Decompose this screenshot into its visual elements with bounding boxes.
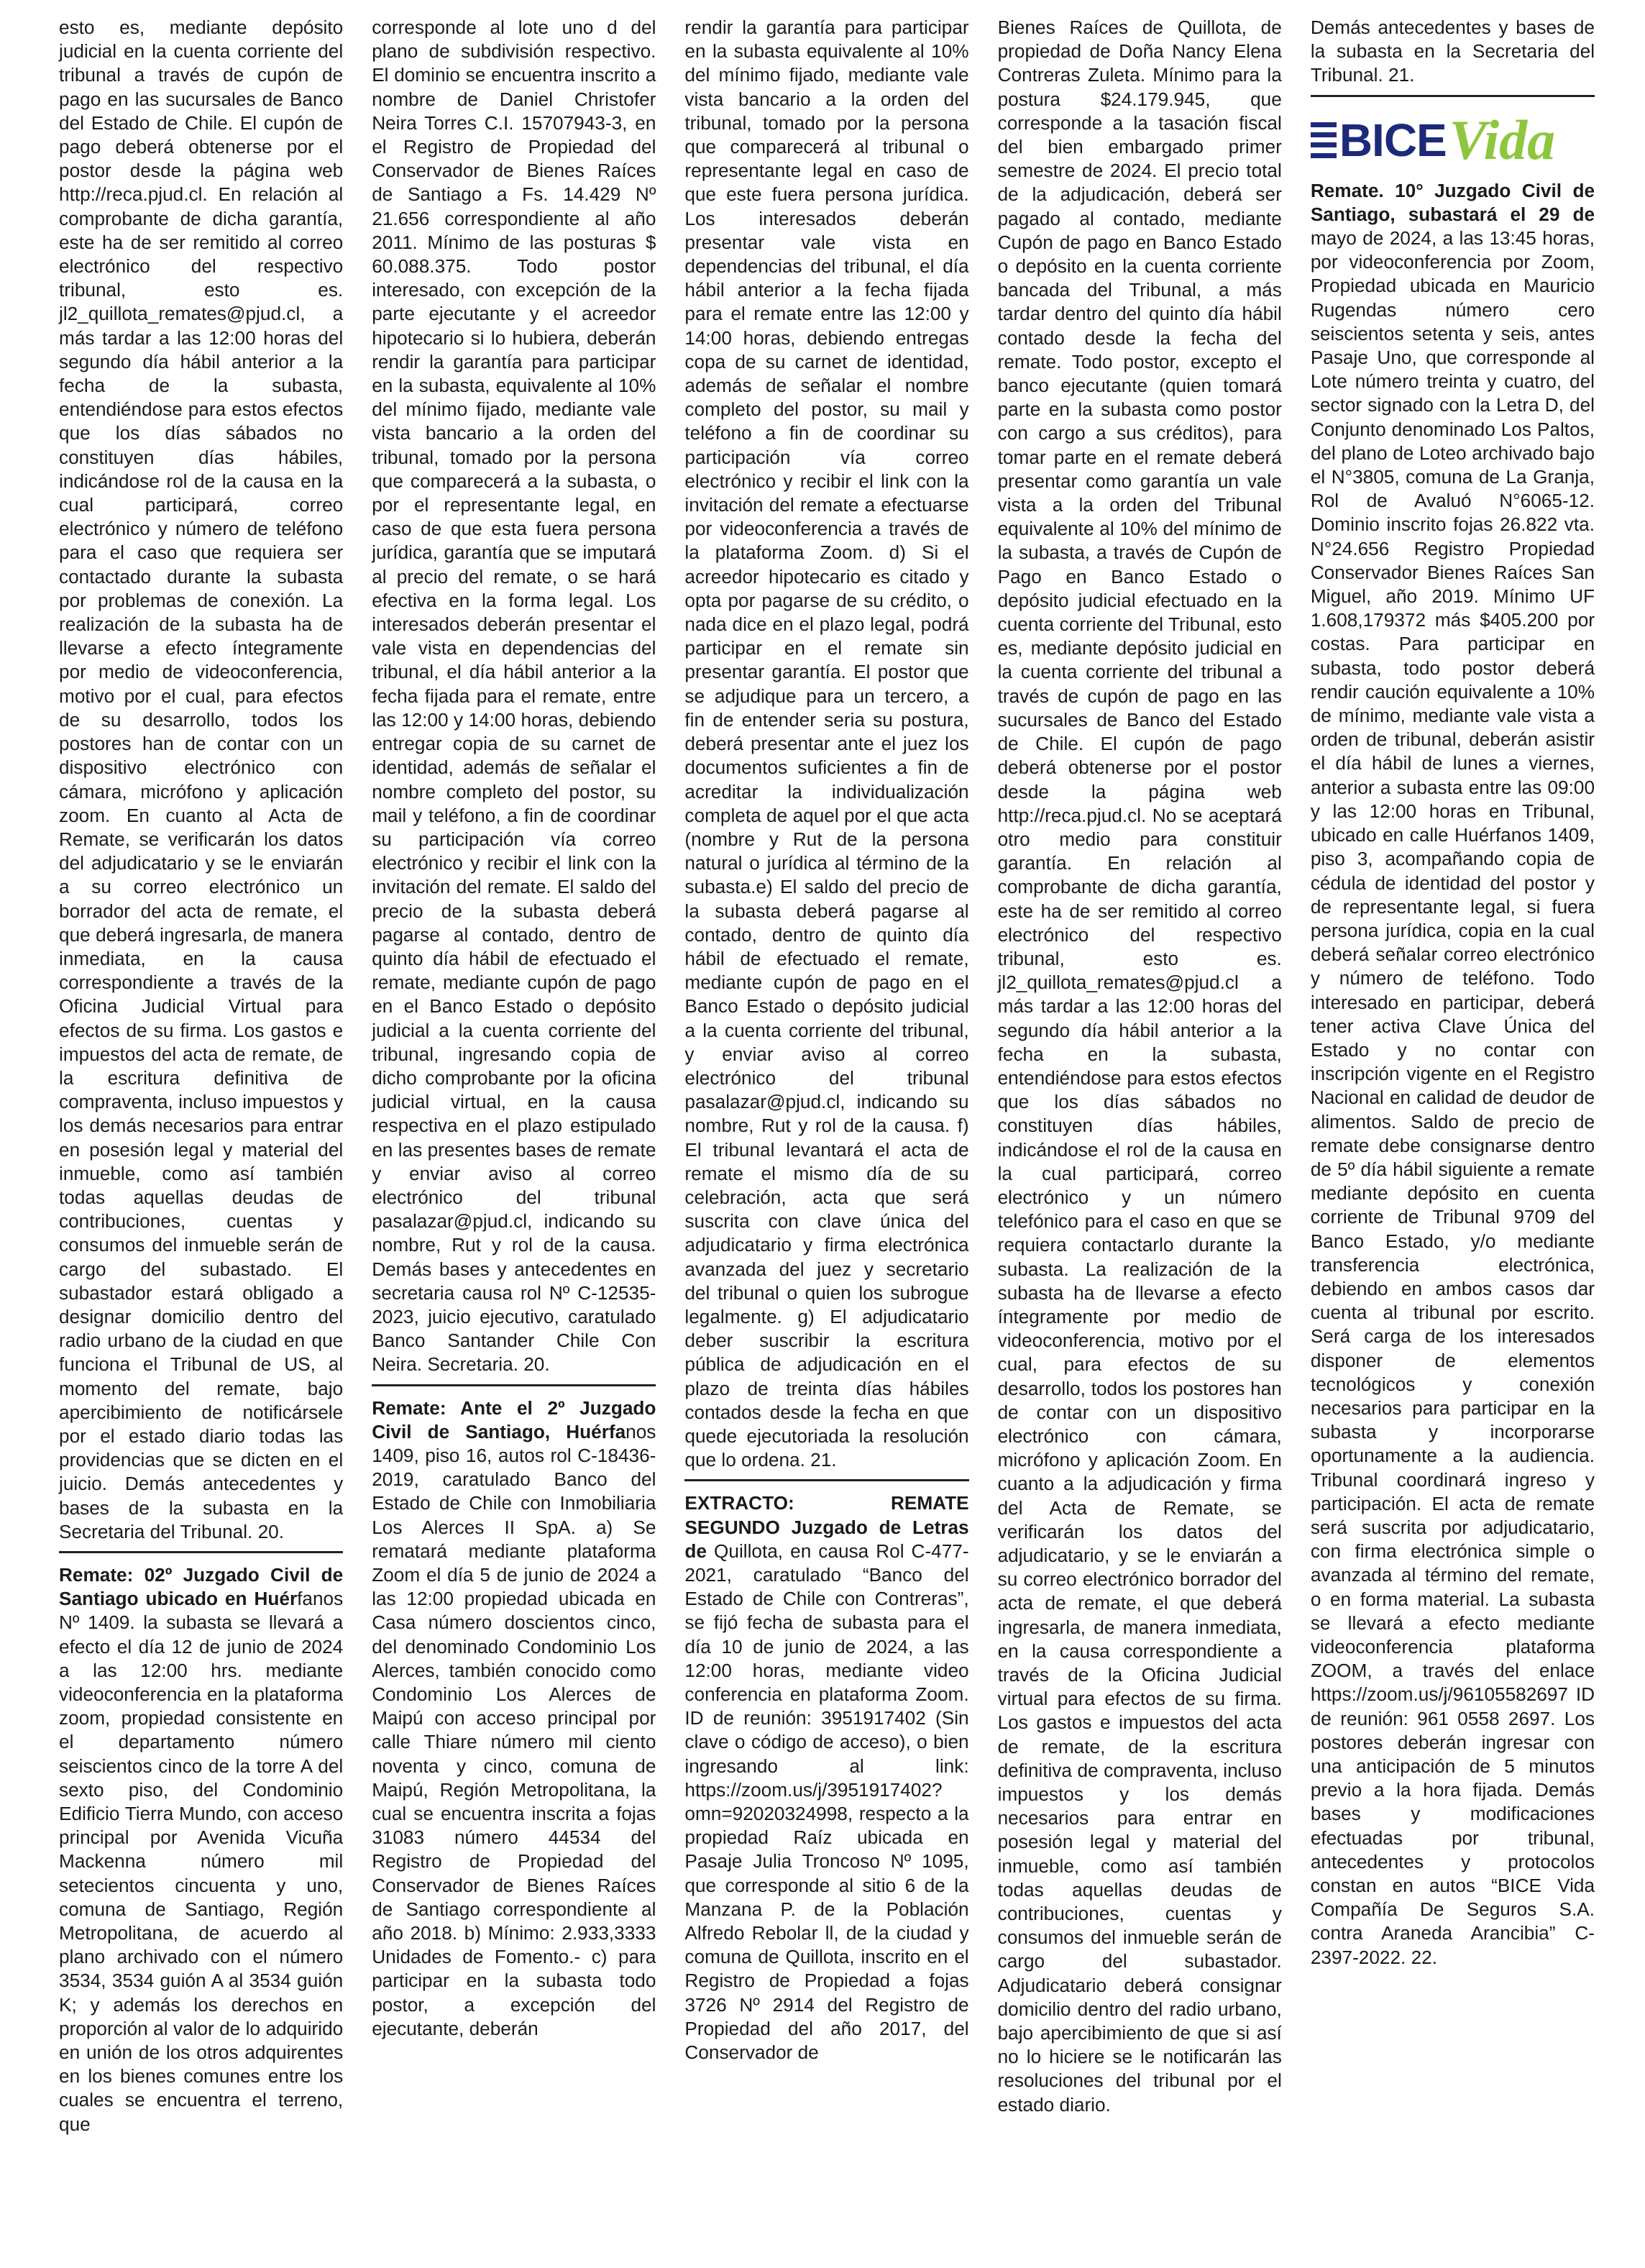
- logo-word-vida: Vida: [1449, 108, 1556, 171]
- column-2: [357, 16, 670, 2259]
- classifieds-page: [45, 16, 1609, 2259]
- notice-continuation: Bienes Raíces de Quillota, de propiedad de Doña Nancy Elena Contreras Zuleta. Mínimo para la postura $24.179.945, que corresponde a la tasación fiscal del bien embargado primer semestre de 2024. El precio total de la adjudicación, deberá ser pagado al contado, mediante Cupón de pago en Banco Estado o depósito en la cuenta corriente bancada del Tribunal, a más tardar dentro del quinto día hábil contado desde la fecha del remate. Todo postor, excepto el banco ejecutante (quien tomará parte en la subasta como postor con cargo a sus créditos), para tomar parte en el remate deberá presentar como garantía un vale vista a la orden del Tribunal equivalente al 10% del mínimo de la subasta, a través de Cupón de Pago en Banco Estado o depósito judicial efectuado en la cuenta corriente del Tribunal, esto es, mediante depósito judicial en la cuenta corriente del tribunal a través de cupón de pago en las sucursales de Banco del Estado de Chile. El cupón de pago deberá obtenerse por el postor desde la página web http://reca.pjud.cl. No se aceptará otro medio para constituir garantía. En relación al comprobante de dicha garantía, este ha de ser remitido al correo electrónico del respectivo tribunal, esto es. jl2_quillota_remates@pjud.cl a más tardar a las 12:00 horas del segundo día hábil anterior a la fecha en la subasta, entendiéndose para estos efectos que los días sábados no constituyen días hábiles, indicándose el rol de la causa en la cual participará, correo electrónico y un número telefónico para el caso en que se requiera contactarlo durante la subasta. La realización de la subasta ha de llevarse a efecto íntegramente por medio de videoconferencia, motivo por el cual, para efectos de su desarrollo, todos los postores han de contar con un dispositivo electrónico con cámara, micrófono y aplicación Zoom. En cuanto a la adjudicación y firma del Acta de Remate, se verificarán los datos del adjudicatario, y se le enviarán a su correo electrónico borrador del acta de remate, el que deberá ingresarla, de manera inmediata, en la causa correspondiente a través de la Oficina Judicial virtual para efectos de su firma. Los gastos e impuestos del acta de remate, de la escritura definitiva de compraventa, incluso impuestos y los demás necesarios para entrar en posesión legal y material del inmueble, como así también todas aquellas deudas de contribuciones, cuentas y consumos del inmueble serán de cargo del subastador. Adjudicatario deberá consignar domicilio dentro del radio urbano, bajo apercibimiento de que si así no lo hiciere se le notificarán las resoluciones del tribunal por el estado diario.: [997, 17, 1282, 2116]
- logo-word-bice: BICE: [1339, 114, 1447, 166]
- notice-separator: [684, 1479, 968, 1481]
- bice-vida-logo: [1311, 107, 1595, 173]
- legal-notice: [372, 1396, 656, 2041]
- notice-separator: [372, 1384, 656, 1386]
- notice-separator: [1311, 95, 1595, 97]
- notice-heading: Remate: Ante el 2º Juzgado Civil de Santiago, Huérfa: [372, 1396, 656, 1442]
- legal-notice: [1311, 179, 1595, 1970]
- notice-continuation: corresponde al lote uno d del plano de subdivisión respectivo. El dominio se encuentra inscrito a nombre de Daniel Christofer Neira Torres C.I. 15707943-3, en el Registro de Propiedad del Conservador de Bienes Raíces de Santiago a Fs. 14.429 Nº 21.656 correspondiente al año 2011. Mínimo de las posturas $ 60.088.375. Todo postor interesado, con excepción de la parte ejecutante y el acreedor hipotecario si lo hubiera, deberán rendir la garantía para participar en la subasta, equivalente al 10% del mínimo fijado, mediante vale vista bancario a la orden del tribunal, tomado por la persona que comparecerá a la subasta, o por el representante legal, en caso de que esta fuera persona jurídica, garantía que se imputará al precio del remate, o se hará efectiva en la forma legal. Los interesados deberán presentar el vale vista en dependencias del tribunal, el día hábil anterior a la fecha fijada para el remate, entre las 12:00 y 14:00 horas, debiendo entregar copia de su carnet de identidad, además de señalar el nombre completo del postor, su mail y teléfono, a fin de coordinar su participación vía correo electrónico y recibir el link con la invitación del remate. El saldo del precio de la subasta deberá pagarse al contado, dentro de quinto día hábil de efectuado el remate, mediante cupón de pago en el Banco Estado o depósito judicial a la cuenta corriente del tribunal, ingresando copia de dicho comprobante por la oficina judicial virtual, en la causa respectiva en el plazo estipulado en las presentes bases de remate y enviar aviso al correo electrónico del tribunal pasalazar@pjud.cl, indicando su nombre, Rut y rol de la causa. Demás bases y antecedentes en secretaria causa rol Nº C-12535-2023, juicio ejecutivo, caratulado Banco Santander Chile Con Neira. Secretaria. 20.: [372, 17, 656, 1376]
- legal-notice: [684, 1491, 968, 2064]
- notice-heading: Remate: 02º Juzgado Civil de Santiago ubicado en Huér: [59, 1564, 344, 1610]
- notice-continuation: esto es, mediante depósito judicial en la cuenta corriente del tribunal a través de cupón de pago en las sucursales de Banco del Estado de Chile. El cupón de pago deberá obtenerse por el postor desde la página web http://reca.pjud.cl. En relación al comprobante de dicha garantía, este ha de ser remitido al correo electrónico del respectivo tribunal, esto es. jl2_quillota_remates@pjud.cl, a más tardar a las 12:00 horas del segundo día hábil anterior a la fecha de la subasta, entendiéndose para estos efectos que los días sábados no constituyen días hábiles, indicándose rol de la causa en la cual participará, correo electrónico y número de teléfono para el caso que requiera ser contactado durante la subasta por problemas de conexión. La realización de la subasta ha de llevarse a efecto íntegramente por medio de videoconferencia, motivo por el cual, para efectos de su desarrollo, todos los postores han de contar con un dispositivo electrónico con cámara, micrófono y aplicación zoom. En cuanto al Acta de Remate, se verificarán los datos del adjudicatario y se le enviarán a su correo electrónico un borrador del acta de remate, el que deberá ingresarla, de manera inmediata, en la causa correspondiente a través de la Oficina Judicial Virtual para efectos de su firma. Los gastos e impuestos del acta de remate, de la escritura definitiva de compraventa, incluso impuestos y los demás necesarios para entrar en posesión legal y material del inmueble, como así también todas aquellas deudas de contribuciones, cuentas y consumos del inmueble serán de cargo del subastado. El subastador estará obligado a designar domicilio dentro del radio urbano de la ciudad en que funciona el Tribunal de US, al momento del remate, bajo apercibimiento de notificársele por el estado diario todas las providencias que se dicten en el juicio. Demás antecedentes y bases de la subasta en la Secretaria del Tribunal. 20.: [59, 17, 344, 1542]
- notice-body: Quillota, en causa Rol C-477-2021, caratulado “Banco del Estado de Chile con Contreras”, se fijó fecha de subasta para el día 10 de junio de 2024, a las 12:00 horas, mediante video conferencia en plataforma Zoom. ID de reunión: 3951917402 (Sin clave o código de acceso), o bien ingresando al link: https://zoom.us/j/3951917402?omn=92020324998, respecto a la propiedad Raíz ubicada en Pasaje Julia Troncoso Nº 1095, que corresponde al sitio 6 de la Manzana P. de la Población Alfredo Rebolar ll, de la ciudad y comuna de Quillota, inscrito en el Registro de Propiedad a fojas 3726 Nº 2914 del Registro de Propiedad del año 2017, del Conservador de: [684, 1540, 969, 2064]
- notice-continuation: Demás antecedentes y bases de la subasta en la Secretaria del Tribunal. 21.: [1310, 17, 1595, 86]
- notice-continuation: rendir la garantía para participar en la subasta equivalente al 10% del mínimo fijado, mediante vale vista bancario a la orden del tribunal, tomado por la persona que comparecerá al tribunal o representante legal en caso de que este fuera persona jurídica. Los interesados deberán presentar vale vista en dependencias del tribunal, el día hábil anterior a la fecha fijada para el remate entre las 12:00 y 14:00 horas, debiendo entregas copa de su carnet de identidad, además de señalar el nombre completo del postor, su mail y teléfono a fin de coordinar su participación vía correo electrónico y recibir el link con la invitación del remate a efectuarse por videoconferencia a través de la plataforma Zoom. d) Si el acreedor hipotecario es citado y opta por pagarse de su crédito, o nada dice en el plazo legal, podrá participar en el remate sin presentar garantía. El postor que se adjudique para un tercero, a fin de entender seria su postura, deberá presentar ante el juez los documentos suficientes a fin de acreditar la individualización completa de aquel por el que acta (nombre y Rut de la persona natural o jurídica al término de la subasta.e) El saldo del precio de la subasta deberá pagarse al contado, dentro de quinto día hábil de efectuado el remate, mediante cupón de pago en el Banco Estado o depósito judicial a la cuenta corriente del tribunal, y enviar aviso al correo electrónico del tribunal pasalazar@pjud.cl, indicando su nombre, Rut y rol de la causa. f) El tribunal levantará el acta de remate el mismo día de su celebración, acta que será suscrita con clave única del adjudicatario y firma electrónica avanzada del juez y secretario del tribunal o quien los subrogue legalmente. g) El adjudicatario deber suscribir la escritura pública de adjudicación en el plazo de treinta días hábiles contados desde la fecha en que quede ejecutoriada la resolución que lo ordena. 21.: [684, 17, 969, 1471]
- notice-body: fanos Nº 1409. la subasta se llevará a efecto el día 12 de junio de 2024 a las 12:00 hrs. mediante videoconferencia en la plataforma zoom, propiedad consistente en el departamento número seiscientos cinco de la torre A del sexto piso, del Condominio Edificio Tierra Mundo, con acceso principal por Avenida Vicuña Mackenna número mil setecientos cincuenta y uno, comuna de Santiago, Región Metropolitana, de acuerdo al plano archivado con el número 3534, 3534 guión A al 3534 guión K; y además los derechos en proporción al valor de lo adquirido en unión de los otros adquirentes en los bienes comunes entre los cuales se encuentra el terreno, que: [59, 1588, 344, 2135]
- logo-stripes-icon: [1311, 122, 1337, 158]
- legal-notice: [59, 1563, 343, 2136]
- notice-body: mayo de 2024, a las 13:45 horas, por videoconferencia por Zoom, Propiedad ubicada en Mauricio Rugendas número cero seiscientos setenta y seis, antes Pasaje Uno, que corresponde al Lote número treinta y cuatro, del sector signado con la Letra D, del Conjunto denominado Los Paltos, del plano de Loteo archivado bajo el N°3805, comuna de La Granja, Rol de Avaluó N°6065-12. Dominio inscrito fojas 26.822 vta. N°24.656 Registro Propiedad Conservador Bienes Raíces San Miguel, año 2019. Mínimo UF 1.608,179372 más $405.200 por costas. Para participar en subasta, todo postor deberá rendir caución equivalente a 10% de mínimo, mediante vale vista a orden de tribunal, deberán asistir el día hábil de lunes a viernes, anterior a subasta entre las 09:00 y las 12:00 horas en Tribunal, ubicado en calle Huérfanos 1409, piso 3, acompañando copia de cédula de identidad del postor y de representante legal, si fuera persona jurídica, copia en la cual deberá señalar correo electrónico y número de teléfono. Todo interesado en participar, deberá tener activa Clave Única del Estado y no contar con inscripción vigente en el Registro Nacional en calidad de deudor de alimentos. Saldo de precio de remate debe consignarse dentro de 5º día hábil siguiente a remate mediante depósito en cuenta corriente de Tribunal 9709 del Banco Estado, y/o mediante transferencia electrónica, debiendo en ambos casos dar cuenta al tribunal por escrito. Será carga de los interesados disponer de elementos tecnológicos y conexión necesarios para participar en la subasta y incorporarse oportunamente a la audiencia. Tribunal coordinará ingreso y participación. El acta de remate será suscrita por adjudicatario, con firma electrónica simple o avanzada al término del remate, o en forma material. La subasta se llevará a efecto mediante videoconferencia plataforma ZOOM, a través del enlace https://zoom.us/j/96105582697 ID de reunión: 961 0558 2697. Los postores deberán ingresar con una anticipación de 5 minutos previo a la hora fijada. Demás bases y modificaciones efectuadas por tribunal, antecedentes y protocolos constan en autos “BICE Vida Compañía De Seguros S.A. contra Araneda Arancibia” C-2397-2022. 22.: [1310, 227, 1595, 1968]
- notice-separator: [59, 1551, 343, 1553]
- column-4: [984, 16, 1296, 2259]
- column-3: [670, 16, 983, 2259]
- notice-heading: Remate. 10° Juzgado Civil de Santiago, subastará el 29 de: [1310, 179, 1595, 225]
- notice-heading: EXTRACTO: REMATE SEGUNDO Juzgado de Letras de: [684, 1492, 969, 1562]
- notice-body: nos 1409, piso 16, autos rol C-18436-2019, caratulado Banco del Estado de Chile con Inmobiliaria Los Alerces II SpA. a) Se rematará mediante plataforma Zoom el día 5 de junio de 2024 a las 12:00 propiedad ubicada en Casa número doscientos cinco, del denominado Condominio Los Alerces, también conocido como Condominio Los Alerces de Maipú con acceso principal por calle Thiare número mil ciento noventa y cinco, comuna de Maipú, Región Metropolitana, la cual se encuentra inscrita a fojas 31083 número 44534 del Registro de Propiedad del Conservador de Bienes Raíces de Santiago correspondiente al año 2018. b) Mínimo: 2.933,3333 Unidades de Fomento.- c) para participar en la subasta todo postor, a excepción del ejecutante, deberán: [372, 1420, 656, 2039]
- column-1: [45, 16, 357, 2259]
- column-5: [1296, 16, 1609, 2259]
